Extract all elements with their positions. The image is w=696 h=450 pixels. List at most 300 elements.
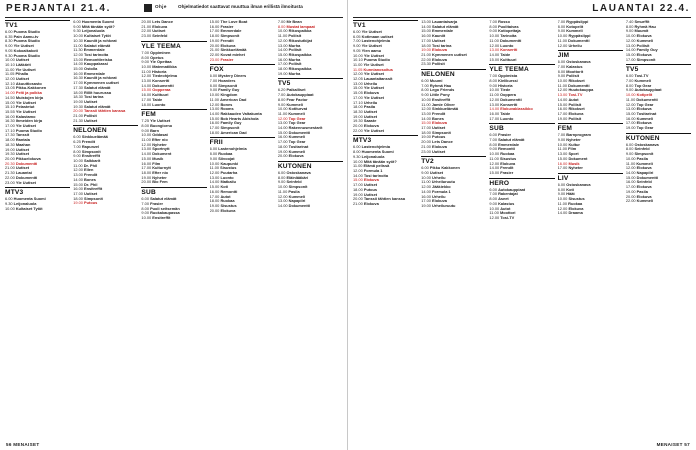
program-title: Rantala [15,137,30,143]
program-title: Emmerdale [84,70,106,76]
program-title: Siivoojat [218,155,235,161]
program-title: Uutiset [15,146,30,152]
program-time: 16.00 [209,188,220,194]
program-time: 14.50 [5,94,15,100]
program-time: 8.00 [277,174,286,180]
channel-heading: FRII [210,137,275,146]
program-time: 11.00 [141,68,151,74]
channel-heading: TV1 [5,20,70,29]
channel-heading: KUTONEN [278,161,343,170]
program-title: Dokumentti [152,82,174,88]
program-time: 7.00 [277,20,286,24]
program-time: 18.00 [73,195,83,201]
program-title: Puoma Studio [13,38,40,44]
program-time: 22.00 [5,174,15,180]
program-title: Autokauppiaat [286,92,314,98]
program-title: Ylen aamu [361,47,382,53]
program-title: Murha [288,42,301,48]
program-time: 7.00 [277,92,286,98]
channel-heading: HERO [489,178,554,187]
program-time: 11.00 [489,37,499,43]
program-time: 12.00 [557,87,568,93]
program-title: Kummeli [636,160,653,166]
program-time: 19.30 [5,151,15,157]
day-title-friday: PERJANTAI 21.4. [6,3,111,14]
program-time: 20.00 [5,155,15,161]
program-time: 20.00 [73,108,83,114]
program-title: Rillit huurussa [84,89,112,95]
program-title: Rikokset [568,78,585,84]
program-time: 15.10 [5,104,15,110]
program-title: Putous [84,200,98,206]
channel-heading: TV5 [626,64,691,73]
program-time: 10.00 [489,87,500,93]
program-time: 19.00 [277,148,288,154]
program-time: 9.00 [73,153,81,159]
program-title: Rikospaikka [288,66,312,72]
program-title: Puoma Studio [363,57,390,63]
program-title: Häät [566,191,575,197]
program-time: 12.00 [141,141,152,147]
program-time: 9.00 [489,200,497,206]
program-title: Emmerdale [432,28,454,34]
program-title: Yle Uutiset [363,127,384,133]
program-time: 11.00 [489,210,499,216]
program-title: Elokuva [152,23,168,29]
program-title: Yle Uutiset [361,43,382,49]
program-title: Yle Uutiset [361,29,382,34]
program-time: 18.00 [353,186,363,192]
program-time: 7.00 [489,20,497,24]
program-time: 9.00 [625,151,634,157]
program-time: 8.00 [141,122,149,128]
program-time: 10.00 [489,151,500,157]
program-time: 8.00 [209,151,218,157]
program-title: Huomenta Suomi [81,20,114,24]
program-title: Moottori [499,210,516,216]
program-time: 11.00 [353,163,363,169]
program-title: Barnprogram [566,132,591,138]
program-time: 18.00 [277,143,288,149]
program-time: 9.00 [421,92,429,98]
page-footer-right: MENAISET 57 [656,442,690,447]
program-time: 8.00 [557,23,566,29]
program-listing [626,126,691,131]
program-title: Sportnytt [152,146,170,152]
program-time: 11.00 [625,160,636,166]
program-title: Elokuva [636,165,652,171]
program-time: 10.00 [353,52,363,58]
program-title: Ryhmä Hau [429,82,452,88]
program-time: 16.00 [557,106,568,112]
program-title: Kulttuuri [500,56,517,62]
channel-heading: FOX [210,64,275,73]
program-time: 11.00 [277,33,288,39]
program-title: Autokauppiaat [634,87,662,93]
program-time: 17.00 [557,165,568,171]
program-time: 16.00 [277,134,288,140]
program-time: 23.00 [5,179,15,185]
program-title: Elokuva [432,198,447,204]
program-title: Top Gear [288,115,306,121]
program-time: 9.00 [625,28,634,34]
program-time: 13.00 [73,172,83,178]
program-time: 17.00 [625,184,636,190]
program-time: 11.00 [557,200,568,206]
program-title: Puoli seitsemän [150,205,180,211]
program-time: 20.00 [141,20,152,24]
program-time: 21.00 [421,143,431,149]
program-time: 17.00 [277,61,288,67]
program-time: 14.00 [489,51,500,57]
program-title: Pelti ja polkka [15,90,42,96]
program-title: Elokuvaklassikko [500,106,533,112]
program-time: 17.00 [625,56,636,62]
program-time: 19.00 [421,202,431,208]
program-time: 21.00 [73,113,83,119]
program-title: Smurffit [634,20,650,24]
program-time: 21.30 [5,170,15,176]
program-title: Tanssii tähtien kanssa [84,108,126,114]
program-listing [141,103,206,108]
program-time: 21.30 [73,117,83,123]
program-time: 12.00 [489,160,500,166]
program-title: Rikostutkijat [288,37,313,43]
program-listing [210,58,275,63]
program-listing [421,62,486,67]
program-title: Lets Dance [152,20,174,24]
program-time: 6.00 [625,73,634,79]
program-title: Yle Uutiset [15,66,36,72]
program-title: Urheilu [363,99,378,105]
program-time: 10.10 [353,57,363,63]
program-time: 23.00 [421,148,431,154]
program-time: 12.00 [73,51,83,57]
program-time: 7.00 [557,20,566,24]
program-time: 14.00 [141,82,152,88]
program-title: Ryhmä Hau [634,23,656,29]
channel-heading: KUTONEN [626,133,691,142]
program-title: Uutiset [432,125,446,131]
header-label: Ohje [155,4,167,9]
program-time: 9.05 [5,47,13,53]
program-time: 15.00 [625,51,636,57]
program-title: Yle Uutiset [363,61,384,67]
program-time: 8.00 [277,23,286,29]
program-time: 9.00 [557,137,566,143]
program-time: 10.00 [141,132,152,138]
program-title: Uutiset [84,117,98,123]
program-time: 14.00 [209,179,220,185]
program-time: 8.00 [557,68,566,74]
program-title: Yle Opettaa [150,59,172,65]
program-listing [73,119,138,124]
program-time: 22.00 [141,28,152,34]
program-time: 18.00 [5,137,15,143]
channel-heading: FEM [558,123,623,132]
program-title: Dokumentti [288,129,311,135]
program-time: 20.00 [353,196,363,202]
page-footer-left: 56 MENAISET [6,442,40,447]
program-time: 8.00 [625,146,634,152]
program-listing [558,166,623,171]
program-time: 19.30 [353,118,363,124]
program-time: 23.00 [141,33,152,39]
program-time: 15.00 [489,56,500,62]
program-title: Tarinoita [500,33,517,39]
listing-column [278,20,343,430]
program-time: 17.00 [5,123,15,129]
right-page [348,0,696,450]
program-title: Autokauppiaat [498,186,526,192]
program-title: Simpsonit [218,82,238,88]
program-time: 13.00 [277,42,288,48]
program-title: Konsertti [500,101,518,107]
program-title: Napapiiri [288,198,306,204]
program-title: Elokuva [432,143,447,149]
program-time: 14.00 [5,90,15,96]
program-time: 11.05 [353,66,363,72]
program-title: Aseet [498,196,509,202]
program-title: Ostoskanava [634,141,659,147]
listing-column [73,20,138,430]
program-listing [489,216,554,221]
program-title: Pasila [288,188,300,194]
program-time: 21.00 [209,47,220,53]
program-title: Elokuva [636,106,652,112]
program-title: Yle Uutiset [15,99,36,105]
program-title: Sinkkuelämää [81,134,108,140]
program-time: 12.00 [277,193,288,199]
program-title: Emmerdale [83,47,105,53]
program-title: Uutiset [15,57,30,63]
program-time: 8.00 [209,82,218,88]
program-title: Koti [566,186,574,192]
program-title: Nyheter [152,141,167,147]
program-time: 10.00 [353,158,363,164]
program-title: Tanssit [15,132,30,138]
program-title: Taide [152,96,163,102]
program-title: Pikku Kakkonen [429,165,460,171]
program-title: Seinfeld [636,179,652,185]
program-time: 18.30 [353,108,363,114]
program-time: 13.05 [5,85,15,91]
program-title: Bio Fem [152,179,168,185]
channel-heading: SUB [141,187,206,196]
program-listing [489,58,554,63]
program-time: 6.00 [557,181,566,187]
program-title: Lauantaisarja [432,20,458,24]
program-listing [5,181,70,186]
header-rule [5,17,343,18]
program-title: Ellen [84,167,94,173]
program-title: Yle Uutiset [363,94,384,100]
program-title: Konsertti [152,78,170,84]
program-time: 11.00 [557,82,568,88]
program-title: Autot [500,205,511,211]
program-title: Dokument [568,155,588,161]
program-time: 6.00 [73,134,81,140]
program-title: Yle Uutiset [13,43,34,49]
program-title: Hoarders [218,78,236,84]
program-time: 19.00 [353,113,363,119]
program-time: 20.30 [5,160,15,166]
program-time: 12.00 [489,214,500,220]
program-time: 14.00 [277,125,288,131]
program-title: Ruokaa [568,200,583,206]
program-listing [353,202,418,207]
program-title: Salatut elämät [498,137,525,143]
program-time: 11.05 [5,71,15,77]
program-title: Rikokset [568,106,585,112]
program-time: 18.00 [421,129,431,135]
program-listing [421,150,486,155]
program-time: 10.00 [489,205,500,211]
program-title: Efter nio [152,169,169,175]
program-listing [278,154,343,159]
program-time: 19.30 [73,103,83,109]
program-title: Poliisit [566,73,580,79]
program-title: Kummeli [566,28,583,34]
program-title: Ostolla [84,66,98,72]
program-title: Kauniit ja rohkeat [84,75,117,81]
program-title: Pain Aamu-tv [13,33,39,39]
program-time: 17.00 [421,37,431,43]
program-listing [141,34,206,39]
program-time: 13.00 [277,120,288,126]
program-time: 7.40 [625,20,634,24]
program-title: Taide [500,51,511,57]
program-time: 9.00 [209,155,218,161]
program-time: 14.00 [73,176,83,182]
program-title: Elokuva [636,33,652,39]
listing-column [626,20,691,430]
program-time: 8.00 [141,205,149,211]
program-time: 7.00 [353,38,361,44]
program-title: Seinfeld [634,146,650,152]
program-time: 10.00 [5,57,15,63]
program-title: Mitä tänään syöt? [363,158,397,164]
program-title: Kauppakassi [84,61,109,67]
program-time: 19.00 [421,134,431,140]
program-time: 14.00 [421,115,431,121]
program-time: 10.00 [209,92,220,98]
program-title: Top Gear [634,82,652,88]
program-title: Family Guy [636,47,658,53]
program-title: Dokumentti [15,174,38,180]
program-title: Yle Uutiset [15,123,36,129]
program-time: 10.00 [557,78,568,84]
program-title: Simpsonit [220,33,240,39]
program-time: 17.00 [625,120,636,126]
program-time: 14.00 [209,110,220,116]
program-title: Pihalla [15,71,29,77]
channel-heading: LIV [558,173,623,182]
program-title: Yle Uutiset [363,71,384,77]
program-title: Elokuva [363,200,379,206]
program-listing [5,207,70,212]
program-listing [558,211,623,216]
program-time: 7.00 [489,73,497,79]
program-time: 16.00 [625,115,636,121]
program-time: 14.00 [489,165,500,171]
program-title: Leijonaluola [13,200,37,206]
program-time: 11.00 [209,96,220,102]
program-time: 17.00 [421,125,431,131]
program-title: Simpsonit [220,125,240,131]
program-title: Jääkiekko [432,184,451,190]
program-title: Salatut elämät [432,23,459,29]
program-time: 17.00 [489,115,500,121]
program-time: 8.00 [489,141,497,147]
program-title: Uutiset [15,165,30,171]
program-time: 22.00 [625,198,636,204]
program-time: 7.00 [421,82,429,88]
program-title: Bones [220,101,233,107]
program-title: Jamie Oliver [431,101,455,107]
program-title: Kunnianosoitus [363,66,393,72]
program-time: 14.00 [141,151,152,157]
program-title: Frasier [220,56,234,62]
program-time: 16.00 [141,92,152,98]
program-title: Puoma Studio [13,29,40,34]
program-title: Mustat lampaat [286,23,315,29]
program-title: Urheilu [432,193,446,199]
program-title: Kalastus [566,63,583,69]
program-time: 12.00 [73,167,83,173]
program-time: 21.00 [5,165,15,171]
program-title: Salatut elämät [84,84,111,90]
program-time: 6.00 [421,165,429,171]
program-time: 13.00 [73,56,83,62]
program-time: 6.00 [625,141,634,147]
program-title: Efter nio [151,137,168,143]
program-title: Leijonaluola [81,28,105,34]
program-time: 8.00 [489,196,497,202]
channel-heading: TV5 [278,78,343,87]
program-title: Konsertti [500,47,518,53]
program-time: 10.00 [141,214,152,220]
program-time: 16.00 [209,23,220,29]
program-time: 20.00 [141,179,152,185]
program-time: 7.00 [141,200,149,206]
program-title: Kauniit ja rohkeat [84,37,117,43]
program-title: Kummeli [636,115,654,121]
program-title: Ihmeiden kirja [15,118,43,124]
program-listing [558,117,623,122]
program-title: Luonto [152,101,166,107]
program-time: 14.00 [277,202,288,208]
program-time: 17.30 [73,84,83,90]
program-time: 23.30 [421,61,431,67]
program-time: 10.30 [73,37,83,43]
program-time: 6.00 [489,132,497,138]
program-title: Elokuva [363,123,379,129]
program-time: 15.05 [353,90,363,96]
program-title: Tosi tarinoita [84,51,109,57]
program-time: 12.00 [557,42,568,48]
program-time: 17.30 [5,132,15,138]
program-title: Uutiset [432,37,446,43]
program-time: 12.00 [421,184,431,190]
program-title: Urheiluruutu [432,202,456,208]
program-title: Sinkkuelämää [432,106,458,112]
program-time: 17.10 [353,99,363,105]
program-title: Napapiiri [636,169,654,175]
program-title: Dokument [152,151,172,157]
program-time: 13.00 [557,151,568,157]
program-time: 17.00 [73,80,83,86]
